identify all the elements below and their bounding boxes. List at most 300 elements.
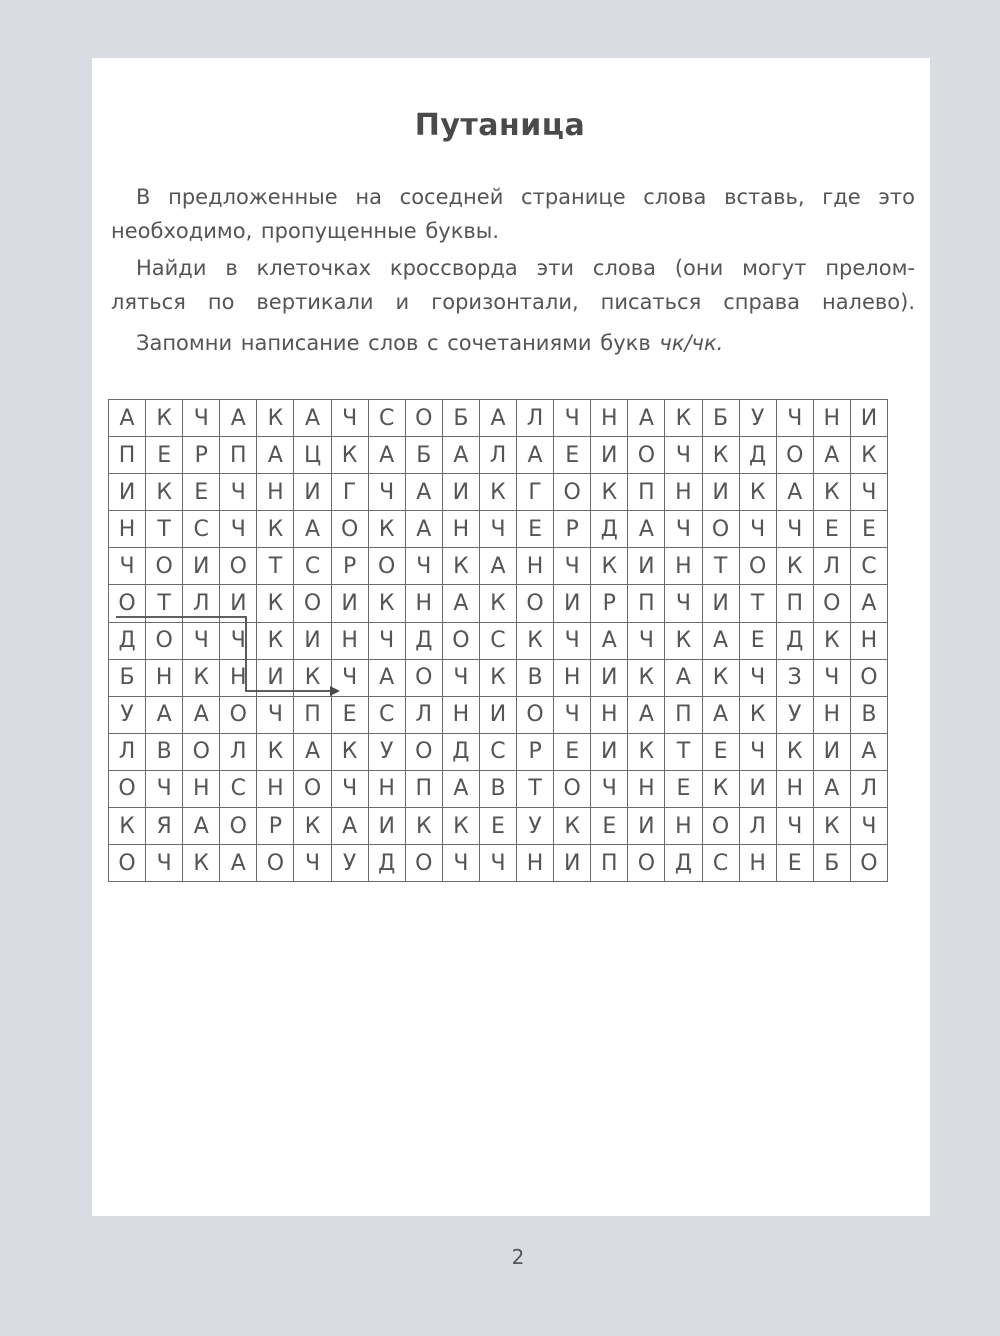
grid-cell[interactable]: А — [517, 437, 554, 474]
grid-cell[interactable]: К — [591, 548, 628, 585]
grid-cell[interactable]: А — [294, 511, 331, 548]
grid-cell[interactable]: О — [109, 585, 146, 622]
grid-cell[interactable]: Н — [368, 770, 405, 807]
grid-cell[interactable]: Н — [591, 400, 628, 437]
grid-cell[interactable]: А — [405, 474, 442, 511]
grid-cell[interactable]: Л — [850, 770, 887, 807]
grid-cell[interactable]: Е — [331, 696, 368, 733]
grid-cell[interactable]: Ч — [776, 400, 813, 437]
grid-cell[interactable]: О — [405, 659, 442, 696]
grid-cell[interactable]: Ч — [220, 622, 257, 659]
grid-cell[interactable]: О — [702, 511, 739, 548]
grid-cell[interactable]: Л — [739, 808, 776, 845]
grid-cell[interactable]: К — [850, 437, 887, 474]
grid-cell[interactable]: Ч — [554, 548, 591, 585]
grid-cell[interactable]: Ч — [146, 770, 183, 807]
grid-cell[interactable]: К — [294, 659, 331, 696]
grid-cell[interactable]: Е — [776, 845, 813, 882]
grid-cell[interactable]: Ч — [739, 659, 776, 696]
grid-cell[interactable]: О — [442, 622, 479, 659]
grid-cell[interactable]: О — [554, 474, 591, 511]
grid-cell[interactable]: К — [146, 474, 183, 511]
grid-cell[interactable]: К — [739, 474, 776, 511]
grid-cell[interactable]: К — [405, 808, 442, 845]
grid-cell[interactable]: Л — [183, 585, 220, 622]
grid-row — [109, 659, 888, 696]
grid-cell[interactable]: Е — [479, 808, 516, 845]
grid-cell[interactable]: К — [776, 733, 813, 770]
grid-cell[interactable]: К — [442, 808, 479, 845]
grid-cell[interactable]: А — [109, 400, 146, 437]
grid-cell[interactable]: Н — [665, 474, 702, 511]
grid-cell[interactable]: С — [479, 733, 516, 770]
grid-cell[interactable]: О — [776, 437, 813, 474]
grid-cell[interactable]: И — [220, 585, 257, 622]
grid-cell[interactable]: Н — [554, 659, 591, 696]
grid-cell[interactable]: О — [739, 548, 776, 585]
grid-cell[interactable]: А — [442, 437, 479, 474]
grid-cell[interactable]: И — [183, 548, 220, 585]
grid-cell[interactable]: А — [813, 437, 850, 474]
page-title: Путаница — [414, 108, 586, 143]
grid-cell[interactable]: Ч — [257, 696, 294, 733]
grid-cell[interactable]: П — [220, 437, 257, 474]
grid-cell[interactable]: О — [109, 770, 146, 807]
grid-cell[interactable]: Л — [517, 400, 554, 437]
grid-cell[interactable]: Н — [813, 696, 850, 733]
grid-cell[interactable]: Ч — [554, 400, 591, 437]
grid-cell[interactable]: Е — [146, 437, 183, 474]
grid-cell[interactable]: Ч — [183, 400, 220, 437]
grid-cell[interactable]: Р — [257, 808, 294, 845]
grid-cell[interactable]: О — [554, 770, 591, 807]
grid-cell[interactable]: А — [628, 511, 665, 548]
grid-row — [109, 808, 888, 845]
grid-cell[interactable]: К — [109, 808, 146, 845]
grid-cell[interactable]: К — [331, 437, 368, 474]
grid-cell[interactable]: И — [628, 548, 665, 585]
grid-cell[interactable]: О — [294, 770, 331, 807]
grid-cell[interactable]: Н — [517, 548, 554, 585]
instruction-text: Запомни написание слов с сочетаниями букв — [136, 331, 651, 355]
grid-cell[interactable]: К — [257, 511, 294, 548]
grid-cell[interactable]: З — [776, 659, 813, 696]
grid-table — [108, 399, 888, 882]
grid-cell[interactable]: К — [702, 770, 739, 807]
instruction-line: Найди в клеточках кроссворда эти слова (они могут прелом- — [136, 256, 915, 280]
grid-cell[interactable]: О — [405, 400, 442, 437]
grid-cell[interactable]: Е — [813, 511, 850, 548]
grid-cell[interactable]: А — [183, 808, 220, 845]
grid-cell[interactable]: К — [368, 511, 405, 548]
grid-cell[interactable]: А — [628, 696, 665, 733]
grid-cell[interactable]: А — [850, 585, 887, 622]
grid-cell[interactable]: И — [739, 770, 776, 807]
grid-cell[interactable]: Г — [517, 474, 554, 511]
grid-cell[interactable]: Ч — [109, 548, 146, 585]
grid-cell[interactable]: И — [813, 733, 850, 770]
grid-cell[interactable]: А — [776, 474, 813, 511]
grid-cell[interactable]: К — [331, 733, 368, 770]
grid-cell[interactable]: Ч — [479, 845, 516, 882]
grid-cell[interactable]: Ч — [665, 585, 702, 622]
grid-cell[interactable]: Б — [442, 400, 479, 437]
grid-cell[interactable]: С — [368, 400, 405, 437]
grid-cell[interactable]: Т — [739, 585, 776, 622]
grid-cell[interactable]: А — [368, 659, 405, 696]
grid-cell[interactable]: Ч — [331, 770, 368, 807]
grid-cell[interactable]: Н — [739, 845, 776, 882]
grid-cell[interactable]: К — [257, 585, 294, 622]
grid-cell[interactable]: И — [442, 474, 479, 511]
grid-cell[interactable]: И — [554, 585, 591, 622]
grid-cell[interactable]: К — [628, 733, 665, 770]
grid-cell[interactable]: О — [702, 808, 739, 845]
grid-cell[interactable]: Н — [591, 696, 628, 733]
grid-cell[interactable]: Н — [776, 770, 813, 807]
grid-cell[interactable]: А — [479, 400, 516, 437]
grid-cell[interactable]: С — [183, 511, 220, 548]
grid-cell[interactable]: С — [220, 770, 257, 807]
grid-cell[interactable]: П — [109, 437, 146, 474]
grid-cell[interactable]: Ч — [665, 511, 702, 548]
grid-row — [109, 733, 888, 770]
grid-cell[interactable]: И — [591, 659, 628, 696]
grid-cell[interactable]: Н — [220, 659, 257, 696]
grid-row — [109, 437, 888, 474]
grid-cell[interactable]: О — [220, 696, 257, 733]
grid-cell[interactable]: Ч — [776, 808, 813, 845]
grid-cell[interactable]: С — [850, 548, 887, 585]
grid-cell[interactable]: А — [257, 437, 294, 474]
grid-cell[interactable]: Н — [813, 400, 850, 437]
grid-cell[interactable]: К — [368, 585, 405, 622]
grid-cell[interactable]: Н — [257, 770, 294, 807]
instruction-paragraph-2 — [111, 251, 915, 319]
grid-cell[interactable]: У — [776, 696, 813, 733]
grid-cell[interactable]: Л — [813, 548, 850, 585]
grid-cell[interactable]: О — [517, 696, 554, 733]
grid-cell[interactable]: Е — [850, 511, 887, 548]
grid-cell[interactable]: К — [813, 622, 850, 659]
grid-cell[interactable]: К — [813, 474, 850, 511]
instruction-line: необходимо, пропущенные буквы. — [111, 219, 500, 243]
grid-cell[interactable]: Е — [554, 437, 591, 474]
grid-cell[interactable]: О — [850, 845, 887, 882]
grid-cell[interactable]: Е — [554, 733, 591, 770]
instruction-paragraph-1 — [111, 180, 915, 248]
grid-cell[interactable]: А — [628, 400, 665, 437]
grid-cell[interactable]: Б — [813, 845, 850, 882]
grid-cell[interactable]: Н — [628, 770, 665, 807]
grid-cell[interactable]: Д — [405, 622, 442, 659]
grid-cell[interactable]: Н — [183, 770, 220, 807]
grid-cell[interactable]: К — [257, 733, 294, 770]
grid-cell[interactable]: А — [702, 696, 739, 733]
grid-cell[interactable]: Т — [146, 511, 183, 548]
grid-cell[interactable]: А — [183, 696, 220, 733]
grid-cell[interactable]: Я — [146, 808, 183, 845]
grid-cell[interactable]: К — [776, 548, 813, 585]
word-search-grid — [108, 399, 888, 882]
grid-cell[interactable]: К — [739, 696, 776, 733]
grid-cell[interactable]: У — [109, 696, 146, 733]
grid-cell[interactable]: Ч — [554, 622, 591, 659]
grid-cell[interactable]: О — [146, 548, 183, 585]
grid-cell[interactable]: Ч — [331, 400, 368, 437]
grid-cell[interactable]: Р — [591, 585, 628, 622]
grid-cell[interactable]: П — [628, 474, 665, 511]
grid-cell[interactable]: О — [628, 845, 665, 882]
grid-cell[interactable]: Н — [442, 696, 479, 733]
page-number: 2 — [511, 1245, 525, 1269]
grid-cell[interactable]: С — [294, 548, 331, 585]
grid-cell[interactable]: Н — [331, 622, 368, 659]
grid-cell[interactable]: Ч — [405, 548, 442, 585]
grid-cell[interactable]: П — [665, 696, 702, 733]
grid-cell[interactable]: О — [220, 808, 257, 845]
grid-cell[interactable]: И — [591, 733, 628, 770]
grid-cell[interactable]: И — [702, 474, 739, 511]
grid-cell[interactable]: И — [294, 474, 331, 511]
grid-cell[interactable]: А — [665, 659, 702, 696]
grid-cell[interactable]: В — [517, 659, 554, 696]
grid-cell[interactable]: Н — [850, 622, 887, 659]
grid-cell[interactable]: Н — [405, 585, 442, 622]
grid-cell[interactable]: Н — [109, 511, 146, 548]
grid-cell[interactable]: К — [442, 548, 479, 585]
grid-cell[interactable]: Т — [665, 733, 702, 770]
grid-row — [109, 622, 888, 659]
instruction-line: ляться по вертикали и горизонтали, писаться справа налево). — [111, 290, 915, 314]
grid-cell[interactable]: Ч — [368, 474, 405, 511]
grid-cell[interactable]: У — [331, 845, 368, 882]
grid-cell[interactable]: Р — [331, 548, 368, 585]
grid-cell[interactable]: Р — [183, 437, 220, 474]
grid-cell[interactable]: К — [257, 400, 294, 437]
grid-cell[interactable]: В — [850, 696, 887, 733]
grid-cell[interactable]: К — [479, 585, 516, 622]
grid-cell[interactable]: И — [850, 400, 887, 437]
grid-cell[interactable]: Ч — [850, 808, 887, 845]
grid-cell[interactable]: Н — [257, 474, 294, 511]
grid-cell[interactable]: Д — [109, 622, 146, 659]
grid-cell[interactable]: Н — [665, 548, 702, 585]
grid-cell[interactable]: У — [368, 733, 405, 770]
grid-cell[interactable]: Ч — [850, 474, 887, 511]
grid-cell[interactable]: К — [591, 474, 628, 511]
grid-cell[interactable]: Ч — [220, 474, 257, 511]
grid-cell[interactable]: К — [665, 622, 702, 659]
grid-cell[interactable]: П — [776, 585, 813, 622]
grid-cell[interactable]: Л — [479, 437, 516, 474]
grid-cell[interactable]: Д — [665, 845, 702, 882]
grid-cell[interactable]: А — [850, 733, 887, 770]
grid-cell[interactable]: К — [628, 659, 665, 696]
grid-row — [109, 696, 888, 733]
grid-cell[interactable]: А — [442, 585, 479, 622]
grid-cell[interactable]: А — [220, 845, 257, 882]
grid-cell[interactable]: Н — [665, 808, 702, 845]
grid-cell[interactable]: О — [368, 548, 405, 585]
instruction-line: В предложенные на соседней странице слова вставь, где это — [136, 185, 915, 209]
grid-cell[interactable]: У — [739, 400, 776, 437]
grid-cell[interactable]: И — [591, 437, 628, 474]
grid-row — [109, 548, 888, 585]
grid-cell[interactable]: О — [850, 659, 887, 696]
grid-cell[interactable]: Г — [331, 474, 368, 511]
grid-cell[interactable]: И — [294, 622, 331, 659]
grid-cell[interactable]: Б — [702, 400, 739, 437]
grid-cell[interactable]: О — [220, 548, 257, 585]
grid-cell[interactable]: К — [257, 622, 294, 659]
grid-cell[interactable]: О — [146, 622, 183, 659]
grid-cell[interactable]: И — [109, 474, 146, 511]
grid-cell[interactable]: Д — [368, 845, 405, 882]
grid-cell[interactable]: К — [665, 400, 702, 437]
grid-cell[interactable]: К — [294, 808, 331, 845]
grid-cell[interactable]: Ч — [442, 659, 479, 696]
grid-cell[interactable]: Ч — [776, 511, 813, 548]
grid-cell[interactable]: Ч — [294, 845, 331, 882]
grid-cell[interactable]: К — [702, 437, 739, 474]
grid-cell[interactable]: Е — [665, 770, 702, 807]
grid-cell[interactable]: А — [442, 770, 479, 807]
grid-cell[interactable]: У — [517, 808, 554, 845]
grid-cell[interactable]: А — [146, 696, 183, 733]
grid-cell[interactable]: Ч — [813, 659, 850, 696]
grid-cell[interactable]: Р — [517, 733, 554, 770]
letter-combination: чк/чк. — [659, 331, 724, 355]
grid-row — [109, 474, 888, 511]
grid-cell[interactable]: О — [628, 437, 665, 474]
grid-cell[interactable]: К — [554, 808, 591, 845]
grid-cell[interactable]: А — [294, 400, 331, 437]
grid-cell[interactable]: Д — [442, 733, 479, 770]
grid-cell[interactable]: Е — [591, 808, 628, 845]
grid-cell[interactable]: Ч — [739, 511, 776, 548]
grid-cell[interactable]: К — [146, 400, 183, 437]
grid-cell[interactable]: Д — [776, 622, 813, 659]
grid-row — [109, 585, 888, 622]
grid-cell[interactable]: Н — [442, 511, 479, 548]
grid-cell[interactable]: Т — [257, 548, 294, 585]
grid-cell[interactable]: О — [813, 585, 850, 622]
grid-cell[interactable]: Ч — [628, 622, 665, 659]
grid-cell[interactable]: К — [813, 808, 850, 845]
grid-cell[interactable]: А — [813, 770, 850, 807]
grid-cell[interactable]: Ч — [220, 511, 257, 548]
grid-cell[interactable]: Е — [517, 511, 554, 548]
instruction-paragraph-3 — [111, 326, 915, 360]
grid-row — [109, 400, 888, 437]
grid-cell[interactable]: И — [702, 585, 739, 622]
grid-cell[interactable]: О — [331, 511, 368, 548]
grid-cell[interactable]: И — [331, 585, 368, 622]
grid-cell[interactable]: К — [183, 845, 220, 882]
grid-cell[interactable]: Ч — [591, 770, 628, 807]
grid-cell[interactable]: О — [517, 585, 554, 622]
grid-cell[interactable]: Ч — [183, 622, 220, 659]
grid-cell[interactable]: Т — [146, 585, 183, 622]
grid-cell[interactable]: Ч — [665, 437, 702, 474]
grid-cell[interactable]: Ч — [368, 622, 405, 659]
grid-cell[interactable]: А — [591, 622, 628, 659]
grid-cell[interactable]: С — [702, 845, 739, 882]
grid-cell[interactable]: Р — [554, 511, 591, 548]
grid-cell[interactable]: Т — [517, 770, 554, 807]
grid-cell[interactable]: К — [183, 659, 220, 696]
grid-cell[interactable]: Н — [517, 845, 554, 882]
grid-cell[interactable]: П — [405, 770, 442, 807]
grid-cell[interactable]: К — [479, 659, 516, 696]
grid-row — [109, 770, 888, 807]
grid-cell[interactable]: А — [702, 622, 739, 659]
grid-cell[interactable]: О — [183, 733, 220, 770]
grid-cell[interactable]: В — [479, 770, 516, 807]
grid-cell[interactable]: С — [479, 622, 516, 659]
grid-cell[interactable]: А — [405, 511, 442, 548]
grid-cell[interactable]: О — [405, 733, 442, 770]
grid-cell[interactable]: Е — [183, 474, 220, 511]
grid-cell[interactable]: А — [368, 437, 405, 474]
grid-cell[interactable]: К — [517, 622, 554, 659]
grid-cell[interactable]: Б — [109, 659, 146, 696]
grid-cell[interactable]: И — [554, 845, 591, 882]
grid-cell[interactable]: Ч — [554, 696, 591, 733]
grid-cell[interactable]: Ч — [442, 845, 479, 882]
grid-cell[interactable]: Т — [702, 548, 739, 585]
grid-cell[interactable]: Л — [220, 733, 257, 770]
grid-cell[interactable]: О — [109, 845, 146, 882]
grid-row — [109, 845, 888, 882]
grid-cell[interactable]: П — [294, 696, 331, 733]
grid-cell[interactable]: Д — [739, 437, 776, 474]
grid-cell[interactable]: Ч — [739, 733, 776, 770]
grid-cell[interactable]: Л — [109, 733, 146, 770]
grid-cell[interactable]: Ч — [331, 659, 368, 696]
instruction-line — [111, 326, 915, 360]
grid-cell[interactable]: О — [294, 585, 331, 622]
grid-cell[interactable]: С — [368, 696, 405, 733]
grid-cell[interactable]: И — [257, 659, 294, 696]
grid-cell[interactable]: П — [628, 585, 665, 622]
grid-cell[interactable]: Н — [146, 659, 183, 696]
grid-cell[interactable]: А — [294, 733, 331, 770]
grid-cell[interactable]: Ч — [479, 511, 516, 548]
grid-cell[interactable]: И — [479, 696, 516, 733]
grid-cell[interactable]: О — [405, 845, 442, 882]
grid-cell[interactable]: О — [257, 845, 294, 882]
grid-cell[interactable]: Е — [739, 622, 776, 659]
grid-cell[interactable]: П — [591, 845, 628, 882]
grid-cell[interactable]: Л — [405, 696, 442, 733]
grid-cell[interactable]: К — [479, 474, 516, 511]
grid-cell[interactable]: А — [331, 808, 368, 845]
grid-cell[interactable]: Ц — [294, 437, 331, 474]
grid-cell[interactable]: А — [220, 400, 257, 437]
grid-cell[interactable]: Д — [591, 511, 628, 548]
grid-cell[interactable]: Б — [405, 437, 442, 474]
grid-cell[interactable]: В — [146, 733, 183, 770]
grid-cell[interactable]: И — [628, 808, 665, 845]
grid-row — [109, 511, 888, 548]
grid-cell[interactable]: Е — [702, 733, 739, 770]
grid-cell[interactable]: Ч — [146, 845, 183, 882]
grid-cell[interactable]: И — [368, 808, 405, 845]
grid-cell[interactable]: А — [479, 548, 516, 585]
grid-cell[interactable]: К — [702, 659, 739, 696]
